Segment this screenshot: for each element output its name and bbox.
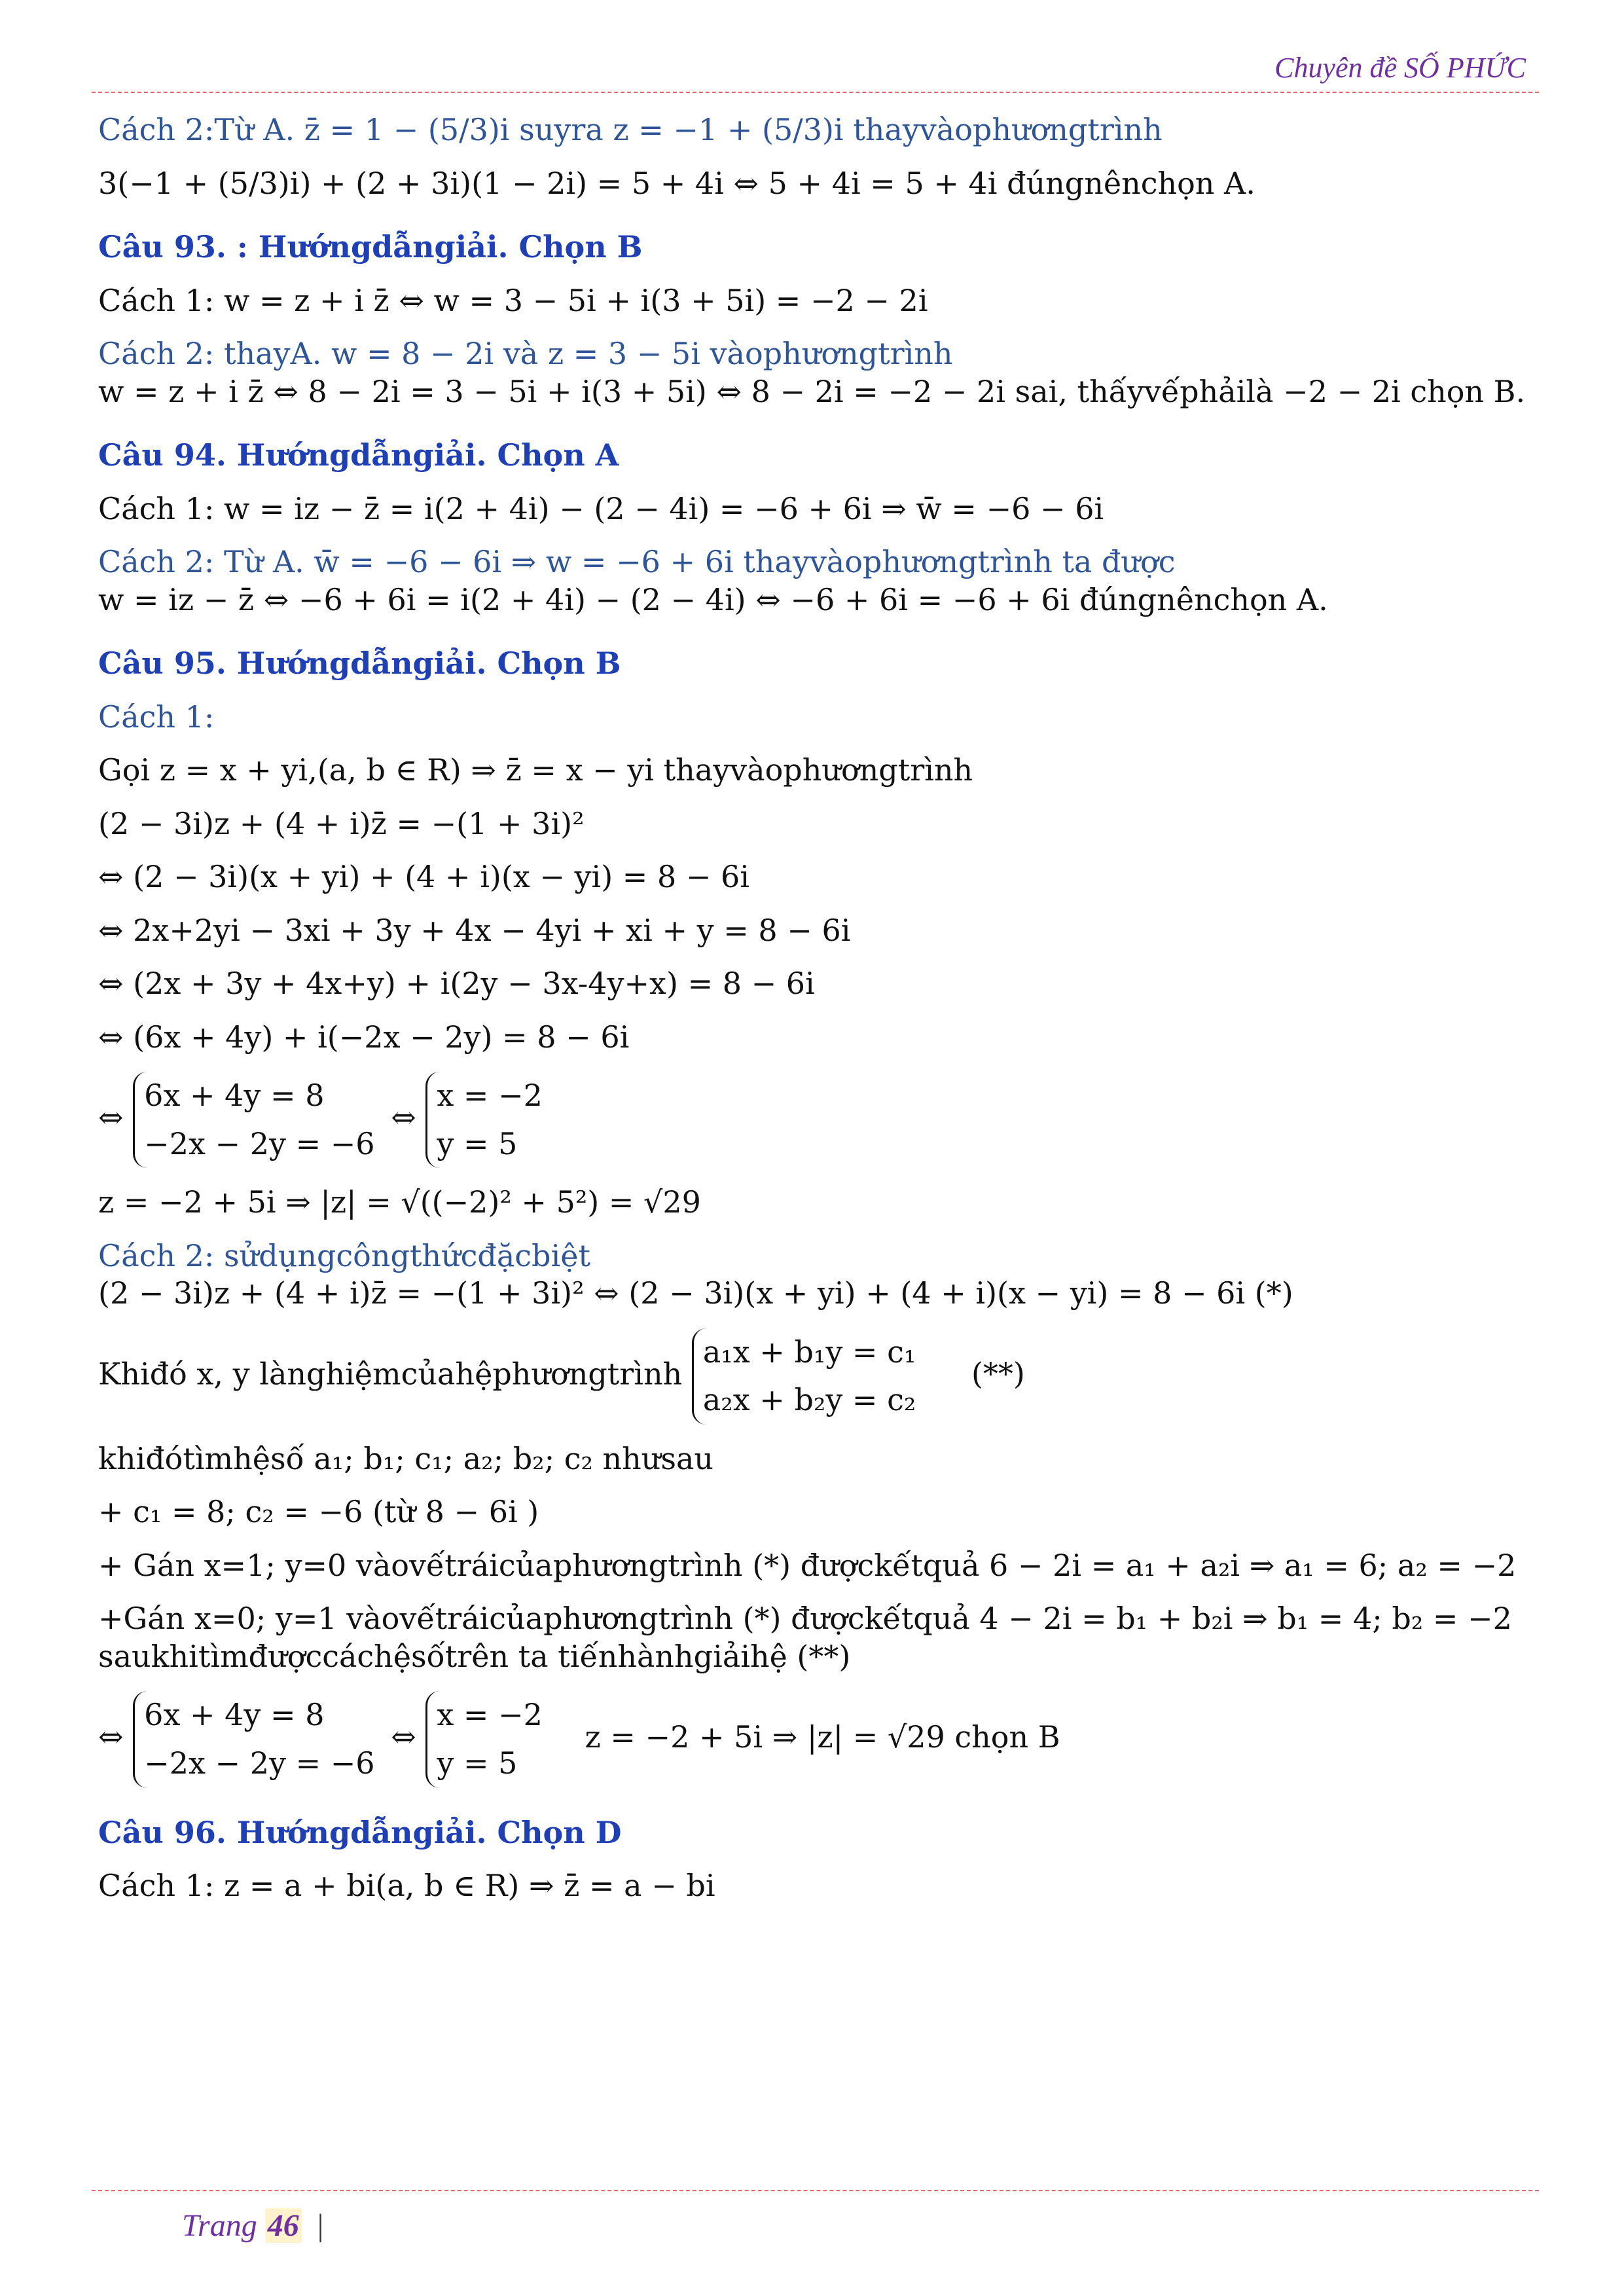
- equation-system: [425, 1072, 549, 1168]
- text-line: w = iz − z̄ ⇔ −6 + 6i = i(2 + 4i) − (2 − 4i) ⇔ −6 + 6i = −6 + 6i đúngnênchọn A.: [98, 581, 1328, 617]
- footer-label: Trang: [182, 2208, 257, 2243]
- math-line: (2 − 3i)z + (4 + i)z̄ = −(1 + 3i)² ⇔ (2 − 3i)(x + yi) + (4 + i)(x − yi) = 8 − 6i (*): [98, 1275, 1293, 1311]
- equation: y = 5: [437, 1125, 518, 1161]
- header-title: Chuyên đề SỐ PHỨC: [1274, 52, 1526, 84]
- footer-rule: [92, 2190, 1539, 2191]
- equation: −2x − 2y = −6: [144, 1745, 375, 1781]
- text-line: 3(−1 + (5/3)i) + (2 + 3i)(1 − 2i) = 5 + 4i ⇔ 5 + 4i = 5 + 4i đúngnênchọn A.: [98, 165, 1255, 201]
- question-heading-96: Câu 96. Hướngdẫngiải. Chọn D: [98, 1814, 622, 1850]
- system-equations: ⇔ 6x + 4y = 8 −2x − 2y = −6 ⇔ x = −2 y = 5 z = −2 + 5i ⇒ |z| = √29 chọn B: [98, 1691, 1532, 1787]
- equation-system: [133, 1072, 381, 1168]
- question-heading-94: Câu 94. Hướngdẫngiải. Chọn A: [98, 437, 619, 473]
- system-equations: ⇔ 6x + 4y = 8 −2x − 2y = −6 ⇔ x = −2 y = 5: [98, 1072, 1532, 1168]
- math-line: z = −2 + 5i ⇒ |z| = √29 chọn B: [585, 1719, 1060, 1755]
- text-line: Cách 2: sửdụngcôngthứcđặcbiệt: [98, 1237, 590, 1273]
- header-rule: [92, 92, 1539, 93]
- text-line: Cách 1:: [98, 699, 215, 735]
- equation-system: [692, 1328, 922, 1425]
- text-line: Cách 2:Từ A. z̄ = 1 − (5/3)i suyra z = −1 + (5/3)i thayvàophươngtrình: [98, 112, 1163, 147]
- math-line: ⇔ (2 − 3i)(x + yi) + (4 + i)(x − yi) = 8 − 6i: [98, 859, 749, 894]
- page-number: 46: [265, 2208, 302, 2243]
- text-line: saukhitìmđượccáchệsốtrên ta tiếnhànhgiảihệ (**): [98, 1638, 851, 1674]
- text-line: + c₁ = 8; c₂ = −6 (từ 8 − 6i ): [98, 1494, 539, 1530]
- text-line: w = z + i z̄ ⇔ 8 − 2i = 3 − 5i + i(3 + 5i) ⇔ 8 − 2i = −2 − 2i sai, thấyvếphảilà −2 − 2i chọn B.: [98, 373, 1526, 409]
- equation: x = −2: [437, 1697, 543, 1733]
- system-definition: [98, 1328, 1532, 1425]
- math-line: z = −2 + 5i ⇒ |z| = √((−2)² + 5²) = √29: [98, 1184, 701, 1220]
- math-line: ⇔ 2x+2yi − 3xi + 3y + 4x − 4yi + xi + y = 8 − 6i: [98, 912, 851, 948]
- equation-system: [425, 1691, 549, 1787]
- text-line: khiđótìmhệsố a₁; b₁; c₁; a₂; b₂; c₂ nhưsau: [98, 1440, 714, 1476]
- equation: a₂x + b₂y = c₂: [702, 1382, 916, 1418]
- equation-system: [133, 1691, 381, 1787]
- question-heading-93: Câu 93. : Hướngdẫngiải. Chọn B: [98, 229, 643, 264]
- math-line: (2 − 3i)z + (4 + i)z̄ = −(1 + 3i)²: [98, 805, 585, 841]
- equation: −2x − 2y = −6: [144, 1125, 375, 1161]
- equation: a₁x + b₁y = c₁: [702, 1334, 916, 1370]
- equation: y = 5: [437, 1745, 518, 1781]
- equation: x = −2: [437, 1078, 543, 1113]
- equation-label: (**): [971, 1356, 1025, 1392]
- math-line: ⇔ (2x + 3y + 4x+y) + i(2y − 3x-4y+x) = 8 − 6i: [98, 966, 815, 1001]
- text-line: Cách 1: z = a + bi(a, b ∈ R) ⇒ z̄ = a − bi: [98, 1868, 715, 1904]
- page-body: [98, 111, 1532, 1905]
- text-line: Gọi z = x + yi,(a, b ∈ R) ⇒ z̄ = x − yi thayvàophươngtrình: [98, 752, 973, 788]
- page-footer: [182, 2208, 323, 2244]
- text-line: Cách 2: thayA. w = 8 − 2i và z = 3 − 5i vàophươngtrình: [98, 336, 953, 371]
- math-line: ⇔ (6x + 4y) + i(−2x − 2y) = 8 − 6i: [98, 1019, 630, 1055]
- question-heading-95: Câu 95. Hướngdẫngiải. Chọn B: [98, 646, 621, 681]
- equation: 6x + 4y = 8: [144, 1697, 325, 1733]
- footer-separator: |: [317, 2208, 324, 2243]
- text-line: Cách 1: w = iz − z̄ = i(2 + 4i) − (2 − 4i) = −6 + 6i ⇒ w̄ = −6 − 6i: [98, 490, 1104, 526]
- text-line: +Gán x=0; y=1 vàovếtráicủaphươngtrình (*) đượckếtquả 4 − 2i = b₁ + b₂i ⇒ b₁ = 4; b₂ = −2: [98, 1601, 1512, 1637]
- text-line: Cách 1: w = z + i z̄ ⇔ w = 3 − 5i + i(3 + 5i) = −2 − 2i: [98, 282, 928, 318]
- text-line: Cách 2: Từ A. w̄ = −6 − 6i ⇒ w = −6 + 6i thayvàophươngtrình ta được: [98, 544, 1176, 579]
- text-line: Khiđó x, y lànghiệmcủahệphươngtrình: [98, 1356, 683, 1392]
- equation: 6x + 4y = 8: [144, 1078, 325, 1113]
- text-line: + Gán x=1; y=0 vàovếtráicủaphươngtrình (*) đượckếtquả 6 − 2i = a₁ + a₂i ⇒ a₁ = 6; a₂ = −2: [98, 1547, 1517, 1583]
